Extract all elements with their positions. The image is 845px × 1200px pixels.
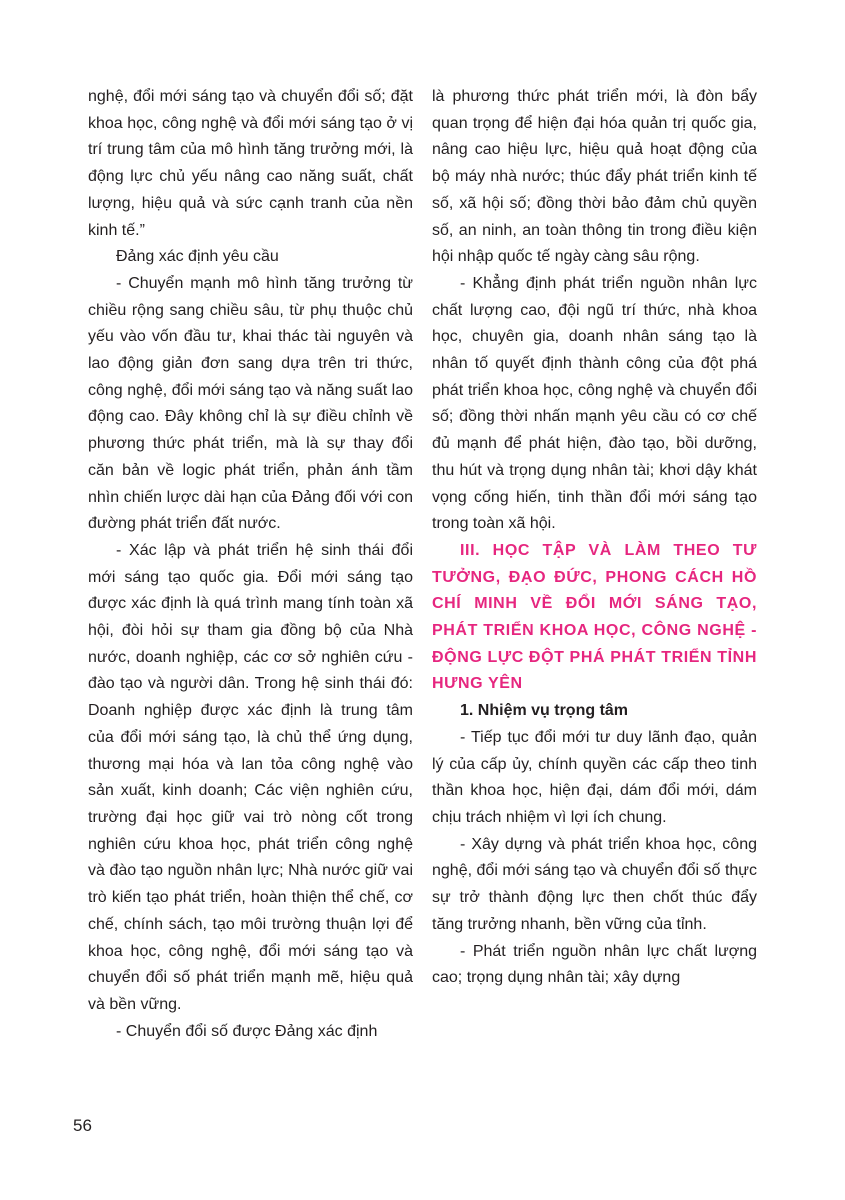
paragraph: - Chuyển mạnh mô hình tăng trưởng từ chiều rộng sang chiều sâu, từ phụ thuộc chủ yếu vào vốn đầu tư, khai thác tài nguyên và lao động giản đơn sang dựa trên tri thức, công nghệ, đổi mới sáng tạo và năng suất lao động cao. Đây không chỉ là sự điều chỉnh về phương thức phát triển, mà là sự thay đổi căn bản về logic phát triển, phản ánh tầm nhìn chiến lược dài hạn của Đảng đối với con đường phát triển đất nước. bbox=[88, 274, 413, 533]
paragraph: - Xác lập và phát triển hệ sinh thái đổi mới sáng tạo quốc gia. Đổi mới sáng tạo được xác định là quá trình mang tính toàn xã hội, đòi hỏi sự tham gia đồng bộ của Nhà nước, doanh nghiệp, các cơ sở nghiên cứu - đào tạo và người dân. Trong hệ sinh thái đó: Doanh nghiệp được xác định là trung tâm của đổi mới sáng tạo, là chủ thể ứng dụng, thương mại hóa và lan tỏa công nghệ vào sản xuất, kinh doanh; Các viện nghiên cứu, trường đại học giữ vai trò nòng cốt trong nghiên cứu khoa học, phát triển công nghệ và đào tạo nguồn nhân lực; Nhà nước giữ vai trò kiến tạo phát triển, hoàn thiện thể chế, cơ chế, chính sách, tạo môi trường thuận lợi để khoa học, công nghệ, đổi mới sáng tạo và chuyển đổi số phát triển mạnh mẽ, hiệu quả và bền vững. bbox=[88, 541, 413, 1013]
section-heading: III. HỌC TẬP VÀ LÀM THEO TƯ TƯỞNG, ĐẠO ĐỨC, PHONG CÁCH HỒ CHÍ MINH VỀ ĐỔI MỚI SÁNG TẠO, PHÁT TRIỂN KHOA HỌC, CÔNG NGHỆ - ĐỘNG LỰC ĐỘT PHÁ PHÁT TRIỂN TỈNH HƯNG YÊN bbox=[432, 541, 757, 693]
paragraph: Đảng xác định yêu cầu bbox=[116, 248, 279, 266]
sub-heading: 1. Nhiệm vụ trọng tâm bbox=[460, 702, 629, 720]
left-column bbox=[88, 84, 413, 1045]
paragraph: - Chuyển đổi số được Đảng xác định bbox=[116, 1022, 378, 1040]
paragraph: là phương thức phát triển mới, là đòn bẩy quan trọng để hiện đại hóa quản trị quốc gia, nâng cao hiệu lực, hiệu quả hoạt động của bộ máy nhà nước; thúc đẩy phát triển kinh tế số, xã hội số; đồng thời bảo đảm chủ quyền số, an ninh, an toàn thông tin trong điều kiện hội nhập quốc tế ngày càng sâu rộng. bbox=[432, 88, 757, 266]
paragraph: - Khẳng định phát triển nguồn nhân lực chất lượng cao, đội ngũ trí thức, nhà khoa học, chuyên gia, doanh nhân sáng tạo là nhân tố quyết định thành công của đột phá phát triển khoa học, công nghệ và chuyển đổi số; đồng thời nhấn mạnh yêu cầu có cơ chế đủ mạnh để phát hiện, đào tạo, bồi dưỡng, thu hút và trọng dụng nhân tài; khơi dậy khát vọng cống hiến, tinh thần đổi mới sáng tạo trong toàn xã hội. bbox=[432, 274, 757, 533]
paragraph: - Xây dựng và phát triển khoa học, công nghệ, đổi mới sáng tạo và chuyển đổi số thực sự trở thành động lực then chốt thúc đẩy tăng trưởng nhanh, bền vững của tỉnh. bbox=[432, 835, 757, 933]
page-number: 56 bbox=[73, 1116, 92, 1135]
paragraph: nghệ, đổi mới sáng tạo và chuyển đổi số; đặt khoa học, công nghệ và đổi mới sáng tạo ở vị trí trung tâm của mô hình tăng trưởng mới, là động lực chủ yếu nâng cao năng suất, chất lượng, hiệu quả và sức cạnh tranh của nền kinh tế.” bbox=[88, 88, 413, 239]
paragraph: - Tiếp tục đổi mới tư duy lãnh đạo, quản lý của cấp ủy, chính quyền các cấp theo tinh thần khoa học, hiện đại, dám đổi mới, dám chịu trách nhiệm vì lợi ích chung. bbox=[432, 728, 757, 826]
right-column bbox=[432, 84, 757, 992]
paragraph: - Phát triển nguồn nhân lực chất lượng cao; trọng dụng nhân tài; xây dựng bbox=[432, 942, 757, 987]
